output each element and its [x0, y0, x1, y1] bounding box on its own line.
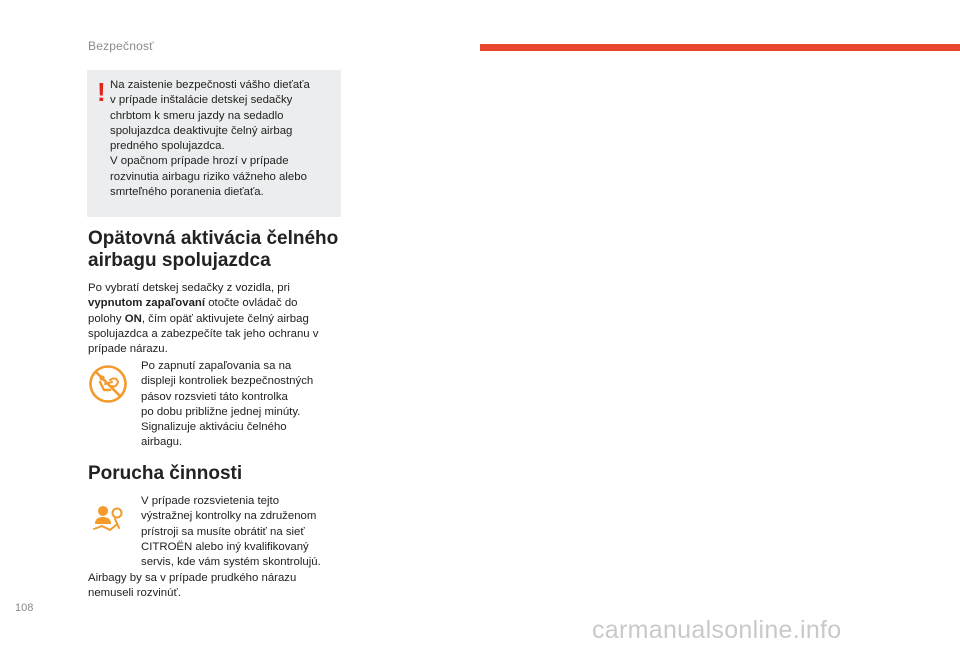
heading-line: airbagu spolujazdca: [88, 250, 271, 271]
para-line: Po vybratí detskej sedačky z vozidla, pri: [88, 282, 290, 294]
warning-box: [87, 70, 341, 217]
airbag-off-icon-text: [141, 359, 341, 451]
warning-line: smrteľného poranenia dieťaťa.: [110, 186, 264, 199]
airbag-note-paragraph: [88, 571, 348, 602]
para-line: prístroji sa musíte obrátiť na sieť: [141, 525, 305, 538]
section-label: Bezpečnosť: [88, 39, 154, 53]
para-line: CITROËN alebo iný kvalifikovaný: [141, 540, 309, 553]
warning-line: V opačnom prípade hrozí v prípade: [110, 155, 289, 168]
warning-line: rozvinutia airbagu riziko vážneho alebo: [110, 170, 307, 183]
bold-text: vypnutom zapaľovaní: [88, 297, 206, 310]
para-line: prípade nárazu.: [88, 343, 168, 356]
airbag-fault-icon-text: [141, 494, 351, 570]
warning-line: predného spolujazdca.: [110, 140, 225, 153]
warning-line: v prípade inštalácie detskej sedačky: [110, 94, 293, 107]
para-line: nemuseli rozvinúť.: [88, 587, 181, 600]
para-line: [88, 312, 348, 327]
para-line: Signalizuje aktiváciu čelného: [141, 421, 287, 434]
section-heading-airbag-reactivation: [88, 228, 338, 272]
para-line: výstražnej kontrolky na združenom: [141, 510, 317, 523]
warning-text: [110, 78, 335, 200]
para-line: servis, kde vám systém skontrolujú.: [141, 556, 321, 569]
para-line: pásov rozsvieti táto kontrolka: [141, 390, 288, 403]
section-heading-malfunction: [88, 463, 242, 485]
para-line: Po zapnutí zapaľovania sa na: [141, 360, 292, 372]
header-accent-bar: [480, 44, 960, 51]
reactivation-paragraph: [88, 281, 348, 357]
para-line: airbagu.: [141, 436, 183, 449]
para-line: spolujazdca a zabezpečíte tak jeho ochranu v: [88, 327, 319, 340]
para-line: [88, 296, 348, 311]
heading-line: Porucha činnosti: [88, 463, 243, 484]
airbag-off-warning-icon: [88, 364, 128, 404]
warning-exclamation-icon: !: [97, 77, 106, 107]
bold-text: ON: [124, 312, 142, 325]
para-line: V prípade rozsvietenia tejto: [141, 495, 280, 507]
para-line: displeji kontroliek bezpečnostných: [141, 375, 314, 388]
warning-line: spolujazdca deaktivujte čelný airbag: [110, 124, 293, 137]
para-text: polohy: [88, 312, 125, 325]
warning-line: chrbtom k smeru jazdy na sedadlo: [110, 109, 284, 122]
para-line: po dobu približne jednej minúty.: [141, 405, 301, 418]
para-text: otočte ovládač do: [205, 297, 298, 310]
para-text: , čím opäť aktivujete čelný airbag: [141, 312, 309, 325]
watermark-text: carmanualsonline.info: [592, 616, 842, 644]
heading-line: Opätovná aktivácia čelného: [88, 228, 339, 249]
warning-line: Na zaistenie bezpečnosti vášho dieťaťa: [110, 79, 310, 91]
airbag-fault-warning-icon: [92, 504, 124, 534]
para-line: Airbagy by sa v prípade prudkého nárazu: [88, 572, 297, 584]
page-number: 108: [15, 602, 34, 614]
